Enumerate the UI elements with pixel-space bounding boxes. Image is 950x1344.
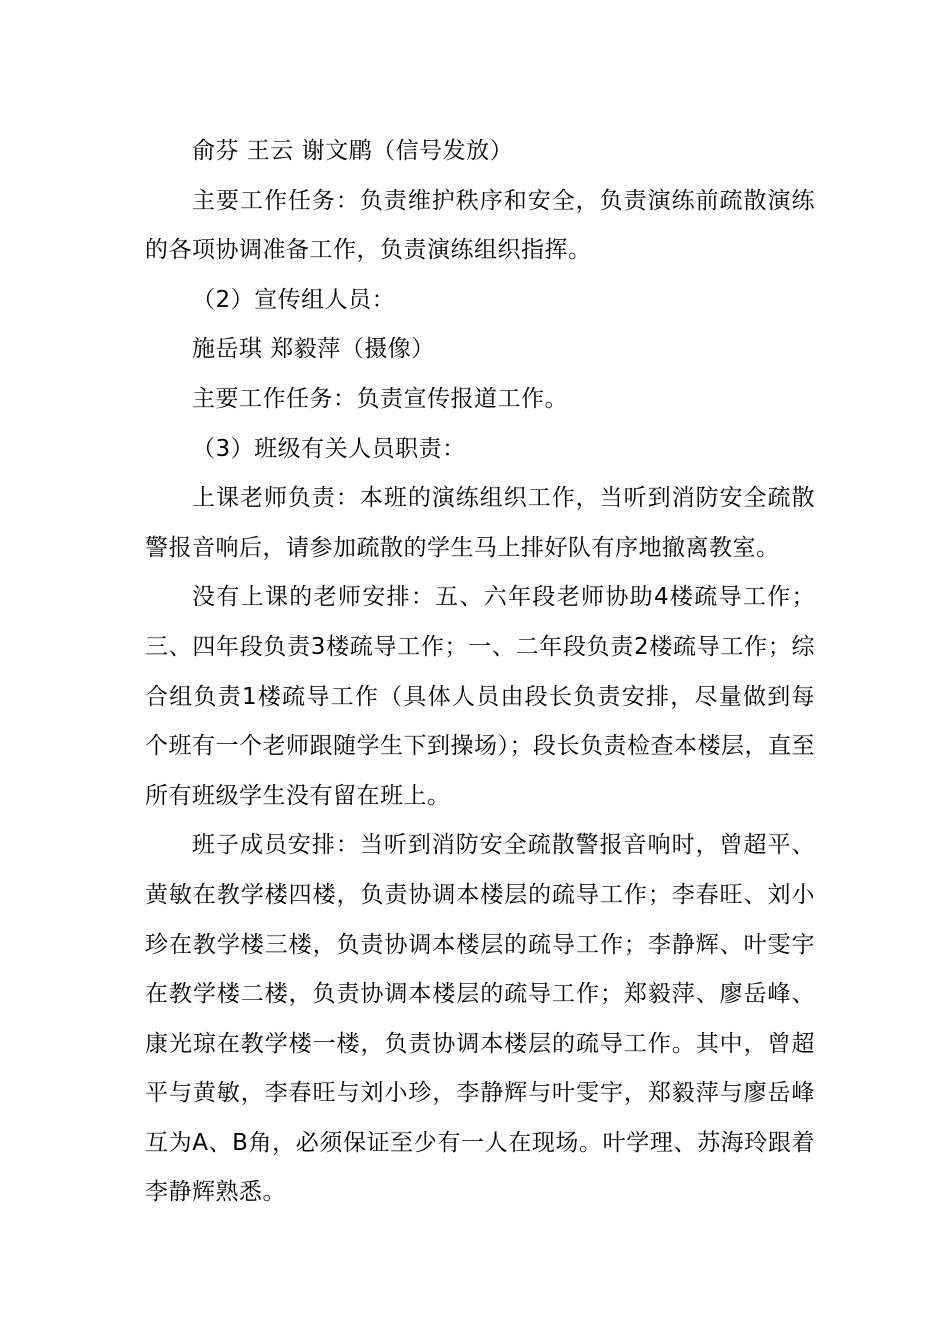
paragraph-leadership-arrangement: 班子成员安排：当听到消防安全疏散警报音响时，曾超平、黄敏在教学楼四楼，负责协调本楼层的疏导工作；李春旺、刘小珍在教学楼三楼，负责协调本楼层的疏导工作；李静辉、叶雯宇在教学楼二楼，负责协调本楼层的疏导工作；郑毅萍、廖岳峰、康光琼在教学楼一楼，负责协调本楼层的疏导工作。其中，曾超平与黄敏，李春旺与刘小珍，李静辉与叶雯宇，郑毅萍与廖岳峰互为A、B角，必须保证至少有一人在现场。叶学理、苏海玲跟着李静辉熟悉。 xyxy=(145,832,815,1206)
paragraph-publicity-staff: 施岳琪 郑毅萍（摄像） xyxy=(192,336,435,363)
document-body xyxy=(145,127,815,1218)
paragraph-free-teacher-arrangement: 没有上课的老师安排：五、六年段老师协助4楼疏导工作；三、四年段负责3楼疏导工作；一、二年段负责2楼疏导工作；综合组负责1楼疏导工作（具体人员由段长负责安排，尽量做到每个班有一个老师跟随学生下到操场）；段长负责检查本楼层，直至所有班级学生没有留在班上。 xyxy=(145,584,815,809)
paragraph-signal-staff: 俞芬 王云 谢文鹛（信号发放） xyxy=(192,138,514,164)
paragraph-main-tasks-2: 主要工作任务：负责宣传报道工作。 xyxy=(192,385,568,412)
paragraph-publicity-heading: （2）宣传组人员： xyxy=(192,286,396,313)
paragraph-teacher-duties: 上课老师负责：本班的演练组织工作，当听到消防安全疏散警报音响后，请参加疏散的学生马上排好队有序地撤离教室。 xyxy=(145,485,815,561)
paragraph-main-tasks-1: 主要工作任务：负责维护秩序和安全，负责演练前疏散演练的各项协调准备工作，负责演练组织指挥。 xyxy=(145,187,815,264)
paragraph-class-duties-heading: （3）班级有关人员职责： xyxy=(192,435,466,462)
